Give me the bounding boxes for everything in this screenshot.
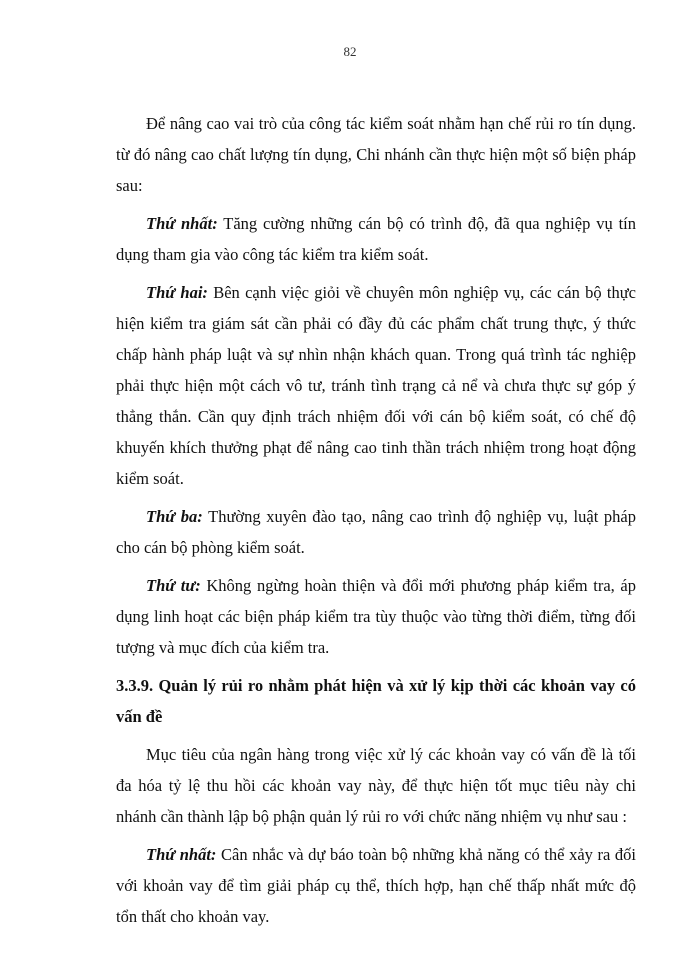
objective-paragraph: [116, 739, 636, 832]
document-body: [116, 108, 636, 939]
measure-second-paragraph: [116, 277, 636, 494]
paragraph-lead: Thứ nhất:: [146, 214, 218, 233]
measure-third-paragraph: [116, 501, 636, 563]
measure-fourth-paragraph: [116, 570, 636, 663]
paragraph-lead: Thứ tư:: [146, 576, 201, 595]
task-first-paragraph: [116, 839, 636, 932]
intro-paragraph: [116, 108, 636, 201]
paragraph-text: Tăng cường những cán bộ có trình độ, đã qua nghiệp vụ tín dụng tham gia vào công tác kiểm tra kiểm soát.: [116, 214, 636, 264]
paragraph-text: Để nâng cao vai trò của công tác kiểm soát nhằm hạn chế rủi ro tín dụng. từ đó nâng cao chất lượng tín dụng, Chi nhánh cần thực hiện một số biện pháp sau:: [116, 114, 636, 195]
paragraph-text: Cân nhắc và dự báo toàn bộ những khả năng có thể xảy ra đối với khoản vay để tìm giải pháp cụ thể, thích hợp, hạn chế thấp nhất mức độ tổn thất cho khoản vay.: [116, 845, 636, 926]
paragraph-lead: Thứ hai:: [146, 283, 208, 302]
paragraph-lead: Thứ ba:: [146, 507, 203, 526]
paragraph-text: Thường xuyên đào tạo, nâng cao trình độ nghiệp vụ, luật pháp cho cán bộ phòng kiểm soát.: [116, 507, 636, 557]
paragraph-lead: Thứ nhất:: [146, 845, 217, 864]
section-heading: 3.3.9. Quản lý rủi ro nhằm phát hiện và xử lý kịp thời các khoản vay có vấn đề: [116, 676, 636, 726]
measure-first-paragraph: [116, 208, 636, 270]
paragraph-text: Mục tiêu của ngân hàng trong việc xử lý các khoản vay có vấn đề là tối đa hóa tỷ lệ thu hồi các khoản vay này, để thực hiện tốt mục tiêu này chi nhánh cần thành lập bộ phận quản lý rủi ro với chức năng nhiệm vụ như sau :: [116, 745, 636, 826]
page-number: 82: [343, 44, 357, 59]
paragraph-text: Bên cạnh việc giỏi về chuyên môn nghiệp vụ, các cán bộ thực hiện kiểm tra giám sát cần phải có đầy đủ các phẩm chất trung thực, ý thức chấp hành pháp luật và sự nhìn nhận khách quan. Trong quá trình tác nghiệp phải thực hiện một cách vô tư, tránh tình trạng cả nể và chưa thực sự góp ý thẳng thắn. Cần quy định trách nhiệm đối với cán bộ kiểm soát, có chế độ khuyến khích thưởng phạt để nâng cao tinh thần trách nhiệm trong hoạt động kiểm soát.: [116, 283, 636, 488]
paragraph-text: Không ngừng hoàn thiện và đổi mới phương pháp kiểm tra, áp dụng linh hoạt các biện pháp kiểm tra tùy thuộc vào từng thời điểm, từng đối tượng và mục đích của kiểm tra.: [116, 576, 636, 657]
